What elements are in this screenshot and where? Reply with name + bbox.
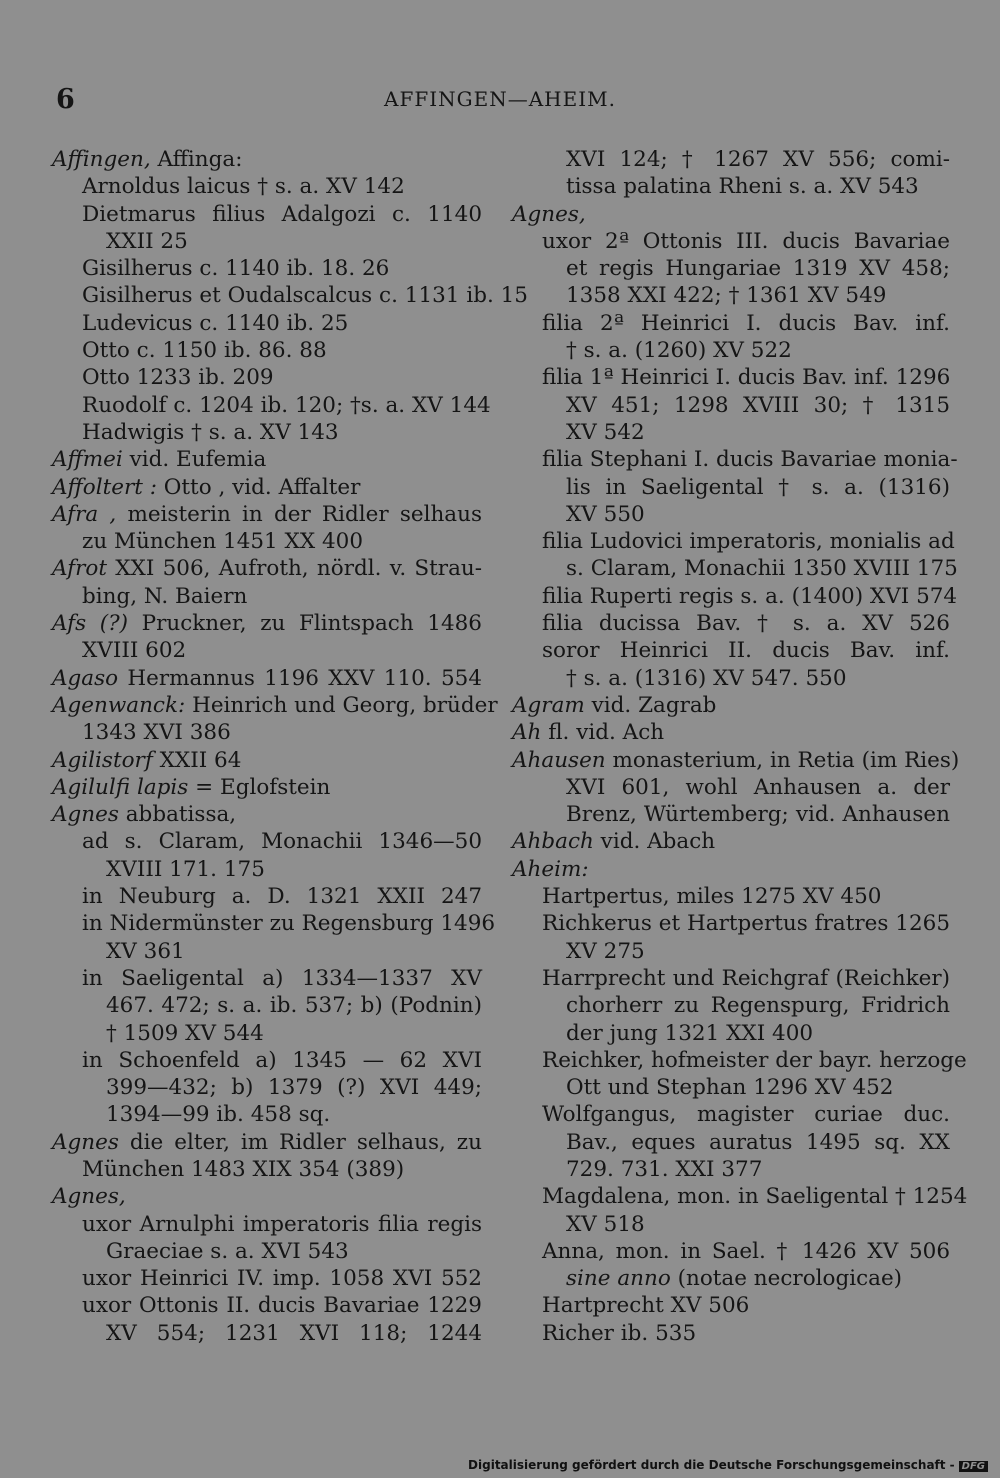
lemma-heading: Agaso xyxy=(52,665,119,691)
line-text: XXI 506, Aufroth, nördl. v. Strau- xyxy=(106,556,482,582)
index-line xyxy=(512,474,950,501)
line-text: XVIII 171. 175 xyxy=(106,856,265,882)
index-line xyxy=(52,1074,482,1101)
line-text: Ludevicus c. 1140 ib. 25 xyxy=(82,310,349,336)
line-text: 467. 472; s. a. ib. 537; b) (Podnin) xyxy=(106,993,482,1019)
line-text: Pruckner, zu Flintspach 1486 xyxy=(128,611,482,637)
index-line xyxy=(512,910,950,937)
index-line xyxy=(52,1265,482,1292)
line-text: XV 275 xyxy=(566,938,645,964)
line-text: XV 550 xyxy=(566,501,645,527)
index-line xyxy=(512,610,950,637)
line-text: † s. a. (1316) XV 547. 550 xyxy=(566,665,847,691)
index-line xyxy=(512,747,960,774)
line-text: filia Ludovici imperatoris, monialis ad xyxy=(542,529,955,555)
line-text: Wolfgangus, magister curiae duc. xyxy=(542,1102,950,1128)
line-text: vid. Zagrab xyxy=(584,692,717,718)
line-text: filia Stephani I. ducis Bavariae monia- xyxy=(542,447,958,473)
index-line xyxy=(52,801,482,828)
line-text: XV 518 xyxy=(566,1211,645,1237)
index-line xyxy=(512,1156,950,1183)
line-text: filia Ruperti regis s. a. (1400) XVI 574 xyxy=(542,583,958,609)
footer-text: Digitalisierung gefördert durch die Deutsche Forschungsgemeinschaft - xyxy=(468,1458,955,1472)
lemma-heading: Affoltert : xyxy=(52,474,157,500)
line-text: Otto c. 1150 ib. 86. 88 xyxy=(82,338,327,364)
line-text: XXII 64 xyxy=(152,747,242,773)
lemma-heading: Affmei xyxy=(52,447,123,473)
line-text: et regis Hungariae 1319 XV 458; xyxy=(566,256,950,282)
line-text: XV 542 xyxy=(566,419,645,445)
line-text: † s. a. (1260) XV 522 xyxy=(566,338,792,364)
index-line xyxy=(512,1020,950,1047)
index-line xyxy=(52,1183,482,1210)
lemma-heading: Agilulfi lapis xyxy=(52,774,189,800)
line-text: uxor Heinrici IV. imp. 1058 XVI 552 xyxy=(82,1266,482,1292)
line-text: XVI 124; † 1267 XV 556; comi- xyxy=(566,147,950,172)
lemma-heading: sine anno xyxy=(566,1266,671,1292)
lemma-heading: Agnes xyxy=(52,1129,119,1155)
index-line xyxy=(512,419,950,446)
index-line xyxy=(512,883,950,910)
lemma-heading: Agnes, xyxy=(52,1184,126,1210)
line-text: soror Heinrici II. ducis Bav. inf. xyxy=(542,638,950,664)
index-line xyxy=(52,692,498,719)
index-line xyxy=(512,337,950,364)
line-text: Gisilherus c. 1140 ib. 18. 26 xyxy=(82,256,390,282)
index-line xyxy=(512,1183,968,1210)
line-text: abbatissa, xyxy=(118,802,237,828)
lemma-heading: Ah xyxy=(512,720,542,746)
line-text: Magdalena, mon. in Saeligental † 1254 xyxy=(542,1184,968,1210)
index-line xyxy=(52,992,482,1019)
index-line xyxy=(52,747,482,774)
lemma-heading: Ahbach xyxy=(512,829,594,855)
index-line xyxy=(512,637,950,664)
line-text: vid. Abach xyxy=(593,829,716,855)
line-text: bing, N. Baiern xyxy=(82,583,248,609)
line-text: tissa palatina Rheni s. a. XV 543 xyxy=(566,174,919,200)
line-text: Otto 1233 ib. 209 xyxy=(82,365,274,391)
index-line xyxy=(52,446,482,473)
line-text: filia 1ª Heinrici I. ducis Bav. inf. 1296 xyxy=(542,365,951,391)
index-line xyxy=(52,228,482,255)
index-line xyxy=(52,474,482,501)
line-text: der jung 1321 XXI 400 xyxy=(566,1020,814,1046)
line-text: Graeciae s. a. XVI 543 xyxy=(106,1238,349,1264)
index-line xyxy=(512,310,950,337)
line-text: Harrprecht und Reichgraf (Reichker) xyxy=(542,965,950,991)
line-text: XVI 601, wohl Anhausen a. der xyxy=(566,774,950,800)
line-text: 399—432; b) 1379 (?) XVI 449; xyxy=(106,1075,482,1101)
page-number: 6 xyxy=(56,84,75,115)
index-line xyxy=(52,910,496,937)
line-text: Ott und Stephan 1296 XV 452 xyxy=(566,1075,894,1101)
right-column xyxy=(512,146,968,1347)
line-text: zu München 1451 XX 400 xyxy=(82,529,364,555)
lemma-heading: Aheim: xyxy=(512,856,589,882)
lemma-heading: Agnes, xyxy=(512,201,586,227)
line-text: Gisilherus et Oudalscalcus c. 1131 ib. 15 xyxy=(82,283,528,309)
line-text: Dietmarus filius Adalgozi c. 1140 xyxy=(82,201,482,227)
line-text: s. Claram, Monachii 1350 XVIII 175 xyxy=(566,556,958,582)
line-text: 1343 XVI 386 xyxy=(82,720,231,746)
line-text: filia 2ª Heinrici I. ducis Bav. inf. xyxy=(542,310,950,336)
index-line xyxy=(52,1156,482,1183)
index-line xyxy=(512,555,958,582)
lemma-heading: Affingen, xyxy=(52,147,151,172)
line-text: 729. 731. XXI 377 xyxy=(566,1156,763,1182)
lemma-heading: Agram xyxy=(512,692,585,718)
index-line xyxy=(52,637,482,664)
line-text: lis in Saeligental † s. a. (1316) xyxy=(566,474,950,500)
index-line xyxy=(512,801,950,828)
index-line xyxy=(512,965,950,992)
line-text: XVIII 602 xyxy=(82,638,187,664)
index-line xyxy=(52,528,482,555)
line-text: meisterin in der Ridler selhaus xyxy=(116,501,482,527)
index-line xyxy=(512,173,950,200)
index-line xyxy=(512,364,950,391)
line-text: Hartprecht XV 506 xyxy=(542,1293,750,1319)
index-line xyxy=(512,992,950,1019)
index-line xyxy=(512,856,950,883)
index-line xyxy=(52,201,482,228)
index-line xyxy=(512,255,950,282)
line-text: Ruodolf c. 1204 ib. 120; †s. a. XV 144 xyxy=(82,392,491,418)
index-line xyxy=(52,392,491,419)
index-line xyxy=(52,419,482,446)
index-line xyxy=(512,528,955,555)
line-text: in Nidermünster zu Regensburg 1496 xyxy=(82,911,496,937)
index-line xyxy=(52,938,482,965)
index-line xyxy=(52,856,482,883)
line-text: München 1483 XIX 354 (389) xyxy=(82,1156,405,1182)
index-line xyxy=(52,719,482,746)
index-line xyxy=(512,1074,950,1101)
index-line xyxy=(52,337,482,364)
dfg-logo: DFG xyxy=(959,1461,988,1472)
index-line xyxy=(512,665,950,692)
index-line xyxy=(52,364,482,391)
line-text: XXII 25 xyxy=(106,228,188,254)
line-text: uxor Ottonis II. ducis Bavariae 1229 xyxy=(82,1293,482,1319)
lemma-heading: Agilistorf xyxy=(52,747,153,773)
index-line xyxy=(52,1101,482,1128)
index-line xyxy=(512,774,950,801)
index-line xyxy=(512,228,950,255)
index-line xyxy=(512,1238,950,1265)
line-text: Hartpertus, miles 1275 XV 450 xyxy=(542,884,882,910)
line-text: = Eglofstein xyxy=(188,774,331,800)
index-line xyxy=(52,555,482,582)
line-text: XV 554; 1231 XVI 118; 1244 xyxy=(106,1320,482,1346)
line-text: ad s. Claram, Monachii 1346—50 xyxy=(82,829,482,855)
lemma-heading: Afrot xyxy=(52,556,107,582)
line-text: uxor 2ª Ottonis III. ducis Bavariae xyxy=(542,228,950,254)
index-line xyxy=(52,828,482,855)
index-line xyxy=(512,692,950,719)
index-line xyxy=(52,583,482,610)
index-line xyxy=(52,965,482,992)
index-line xyxy=(52,1211,482,1238)
index-line xyxy=(52,1320,482,1347)
line-text: chorherr zu Regenspurg, Fridrich xyxy=(566,993,950,1019)
index-line xyxy=(52,282,528,309)
index-line xyxy=(512,1047,967,1074)
line-text: 1358 XXI 422; † 1361 XV 549 xyxy=(566,283,887,309)
line-text: fl. vid. Ach xyxy=(541,720,665,746)
index-line xyxy=(512,201,950,228)
running-head: AFFINGEN—AHEIM. xyxy=(384,87,616,111)
index-line xyxy=(512,282,950,309)
line-text: Richkerus et Hartpertus fratres 1265 xyxy=(542,911,950,937)
line-text: Hadwigis † s. a. XV 143 xyxy=(82,419,339,445)
index-line xyxy=(52,1020,482,1047)
index-line xyxy=(512,1265,950,1292)
index-line xyxy=(52,255,482,282)
line-text: Otto , vid. Affalter xyxy=(156,474,361,500)
line-text: in Schoenfeld a) 1345 — 62 XVI xyxy=(82,1047,482,1073)
line-text: (notae necrologicae) xyxy=(670,1266,903,1292)
index-line xyxy=(512,719,950,746)
lemma-heading: Afs (?) xyxy=(52,611,129,637)
line-text: uxor Arnulphi imperatoris filia regis xyxy=(82,1211,482,1237)
index-line xyxy=(512,1101,950,1128)
lemma-heading: Ahausen xyxy=(512,747,606,773)
line-text: Affinga: xyxy=(150,147,243,172)
line-text: Anna, mon. in Sael. † 1426 XV 506 xyxy=(542,1238,950,1264)
index-line xyxy=(512,1292,950,1319)
lemma-heading: Agenwanck: xyxy=(52,692,186,718)
line-text: Bav., eques auratus 1495 sq. XX xyxy=(566,1129,950,1155)
index-line xyxy=(512,501,950,528)
lemma-heading: Agnes xyxy=(52,802,119,828)
index-line xyxy=(512,146,950,173)
index-line xyxy=(52,501,482,528)
line-text: die elter, im Ridler selhaus, zu xyxy=(118,1129,482,1155)
lemma-heading: Afra , xyxy=(52,501,117,527)
line-text: 1394—99 ib. 458 sq. xyxy=(106,1102,331,1128)
index-line xyxy=(52,665,482,692)
line-text: Heinrich und Georg, brüder xyxy=(185,692,498,718)
line-text: Hermannus 1196 XXV 110. 554 xyxy=(118,665,482,691)
index-line xyxy=(52,1238,482,1265)
index-line xyxy=(52,610,482,637)
footer xyxy=(468,1458,988,1472)
index-line xyxy=(512,1320,950,1347)
index-line xyxy=(52,310,482,337)
line-text: XV 361 xyxy=(106,938,185,964)
index-line xyxy=(512,1129,950,1156)
line-text: Richer ib. 535 xyxy=(542,1320,697,1346)
index-line xyxy=(52,1047,482,1074)
line-text: vid. Eufemia xyxy=(122,447,267,473)
line-text: in Neuburg a. D. 1321 XXII 247 xyxy=(82,884,482,910)
index-line xyxy=(52,146,482,173)
line-text: Reichker, hofmeister der bayr. herzoge xyxy=(542,1047,967,1073)
line-text: Brenz, Würtemberg; vid. Anhausen xyxy=(566,802,950,828)
index-line xyxy=(512,446,958,473)
index-line xyxy=(512,828,950,855)
index-line xyxy=(52,173,482,200)
line-text: monasterium, in Retia (im Ries) xyxy=(605,747,960,773)
index-line xyxy=(512,583,958,610)
line-text: XV 451; 1298 XVIII 30; † 1315 xyxy=(566,392,950,418)
index-line xyxy=(52,1292,482,1319)
index-line xyxy=(52,774,482,801)
line-text: † 1509 XV 544 xyxy=(106,1020,264,1046)
index-line xyxy=(512,1211,950,1238)
index-line xyxy=(52,1129,482,1156)
index-line xyxy=(512,938,950,965)
index-line xyxy=(512,392,950,419)
line-text: Arnoldus laicus † s. a. XV 142 xyxy=(82,174,405,200)
line-text: filia ducissa Bav. † s. a. XV 526 xyxy=(542,611,950,637)
line-text: in Saeligental a) 1334—1337 XV xyxy=(82,965,482,991)
index-line xyxy=(52,883,482,910)
